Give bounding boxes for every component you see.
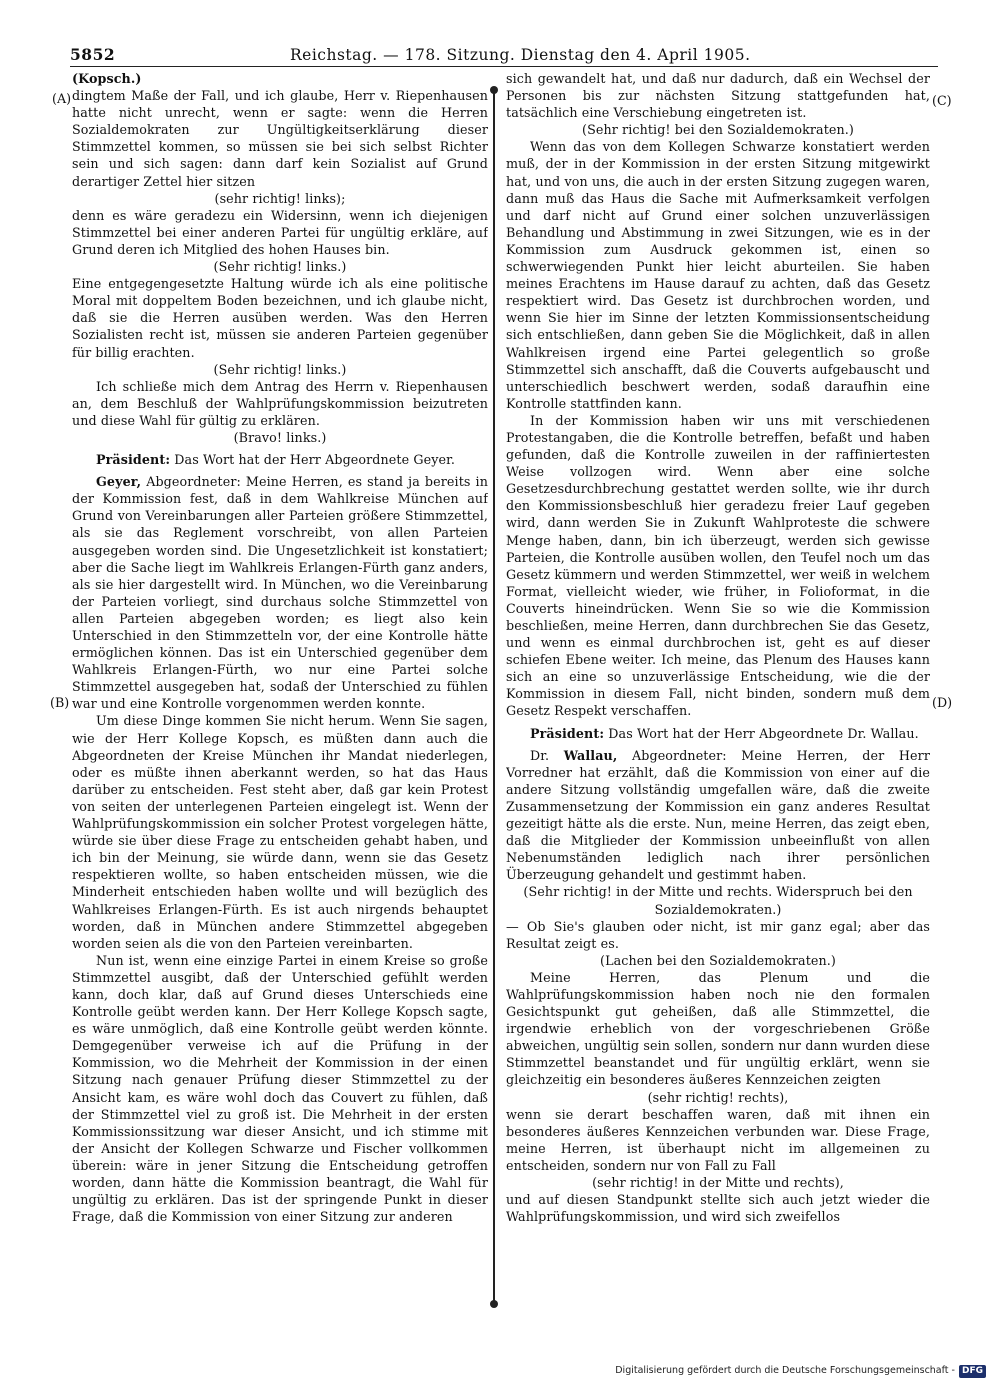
left-column xyxy=(72,70,488,1320)
paragraph: sich gewandelt hat, und daß nur dadurch, daß ein Wechsel der Personen bis zur nächsten Sitzung stattgefunden hat, tatsächlich eine Verschiebung eingetreten ist. xyxy=(506,71,930,121)
interjection: (Sehr richtig! in der Mitte und rechts. Widerspruch bei den Sozialdemokraten.) xyxy=(523,884,913,917)
paragraph: dingtem Maße der Fall, und ich glaube, Herr v. Riepenhausen hatte nicht unrecht, wenn er sagte: wenn die Herren Sozialdemokraten zur Ungültigkeitserklärung dieser Stimmzettel kommen, so müssen sie bei sich selbst Richter sein und sich sagen: dann darf kein Sozialist auf Grund derartiger Zettel hier sitzen xyxy=(72,88,488,189)
interjection: (Sehr richtig! links.) xyxy=(213,361,347,377)
president-statement xyxy=(72,451,488,468)
speech-intro xyxy=(506,747,930,884)
interjection: (Sehr richtig! links.) xyxy=(213,259,347,275)
speaker-name: Geyer, xyxy=(96,474,142,490)
right-column xyxy=(506,70,930,1320)
interjection: (sehr richtig! links); xyxy=(214,190,346,206)
paragraph: In der Kommission haben wir uns mit verschiedenen Protestangaben, die die Kontrolle betreffen, befaßt und haben gefunden, daß die Kontrolle zuweilen in der raffiniertesten Weise vollzogen wird. Wenn aber eine solche Gesetzesdurchbrechung gestattet werden sollte, wie ihr durch den Kommissionsbeschluß hier geradezu freier Lauf gegeben wird, dann werden Sie in Zukunft Wahlproteste die schwere Menge haben, dann, bin ich überzeugt, werden sich gewisse Parteien, die Kontrolle ausüben wollen, den Teufel noch um das Gesetz kümmern und werden Stimmzettel, wer weiß in welchem Format, vielleicht wieder, wie früher, in Folioformat, in die Couverts hineindrücken. Wenn Sie so wie die Kommission beschließen, meine Herren, dann durchbrechen Sie das Gesetz, und wenn es einmal durchbrochen ist, geht es auf dieser schiefen Ebene weiter. Ich meine, das Plenum des Hauses kann sich an eine so unzuverlässige Entscheidung, wie die der Kommission in diesem Fall, nicht binden, sondern muß dem Gesetz Respekt verschaffen. xyxy=(506,412,930,719)
paragraph: Ich schließe mich dem Antrag des Herrn v. Riepenhausen an, dem Beschluß der Wahlprüfungskommission beizutreten und diese Wahl für gültig zu erklären. xyxy=(72,378,488,428)
footer xyxy=(615,1364,986,1378)
speaker-tag: (Kopsch.) xyxy=(72,71,142,86)
president-text: Das Wort hat der Herr Abgeordnete Dr. Wallau. xyxy=(608,725,919,741)
column-divider xyxy=(493,90,495,1305)
speaker-title: Dr. xyxy=(530,747,550,763)
paragraph: Meine Herren, das Plenum und die Wahlprüfungskommission haben noch nie den formalen Gesichtspunkt gut geheißen, daß alle Stimmzettel, die irgendwie erheblich von der vorgeschriebenen Größe abweichen, ungültig sein sollen, sondern nur dann wurden diese Stimmzettel beanstandet und für ungültig erklärt, wenn sie gleichzeitig ein besonderes äußeres Kennzeichen zeigten xyxy=(506,969,930,1088)
dfg-logo-icon: DFG xyxy=(959,1365,986,1378)
speech-text: Abgeordneter: Meine Herren, der Herr Vorredner hat erzählt, daß die Kommission von einer auf die andere Sitzung vollständig umgefallen wäre, daß die zweite Zusammensetzung der Kommission ein ganz anderes Resultat gezeitigt hätte als die erste. Nun, meine Herren, das zeigt eben, daß die Mitglieder der Kommission unbeeinflußt von allen Nebenumständen lediglich nach ihrer persönlichen Überzeugung gehandelt und gestimmt haben. xyxy=(506,747,930,883)
interjection: (Lachen bei den Sozialdemokraten.) xyxy=(600,952,836,968)
paragraph: Eine entgegengesetzte Haltung würde ich als eine politische Moral mit doppeltem Boden bezeichnen, und ich glaube nicht, daß sie die Herren ausüben werden. Was den Herren Sozialisten recht ist, müssen sie anderen Parteien gegenüber für billig erachten. xyxy=(72,276,488,360)
page-number: 5852 xyxy=(70,45,116,64)
paragraph: wenn sie derart beschaffen waren, daß mit ihnen ein besonderes äußeres Kennzeichen verbunden war. Diese Frage, meine Herren, ist überhaupt nicht im allgemeinen zu entscheiden, sondern nur von Fall zu Fall xyxy=(506,1106,930,1173)
paragraph: Nun ist, wenn eine einzige Partei in einem Kreise so große Stimmzettel ausgibt, daß der Unterschied gefühlt werden kann, doch klar, daß auf Grund dieses Unterschieds eine Kontrolle geübt werden kann. Der Herr Kollege Kopsch sagte, es wäre unmöglich, daß eine Kontrolle geübt werden könnte. Demgegenüber verweise ich auf die Prüfung in der Kommission, wo die Mehrheit der Kommission in der einen Sitzung nach genauer Prüfung dieser Stimmzettel zu der Ansicht kam, es wäre wohl doch das Couvert zu fühlen, daß der Stimmzettel viel zu groß ist. Die Mehrheit in der ersten Kommissionssitzung war dieser Ansicht, und ich stimme mit der Ansicht der Kollegen Schwarze und Fischer vollkommen überein: wäre in jener Sitzung die Entscheidung getroffen worden, dann hätte die Kommission beantragt, die Wahl für ungültig zu erklären. Das ist der springende Punkt in dieser Frage, daß die Kommission von einer Sitzung zur anderen xyxy=(72,952,488,1225)
margin-marker-c: (C) xyxy=(932,93,952,108)
president-text: Das Wort hat der Herr Abgeordnete Geyer. xyxy=(174,452,455,468)
interjection: (Bravo! links.) xyxy=(233,429,327,445)
interjection: (Sehr richtig! bei den Sozialdemokraten.) xyxy=(582,122,854,138)
paragraph: und auf diesen Standpunkt stellte sich auch jetzt wieder die Wahlprüfungskommission, und wird sich zweifellos xyxy=(506,1192,930,1225)
page-header xyxy=(70,44,938,67)
paragraph: denn es wäre geradezu ein Widersinn, wenn ich diejenigen Stimmzettel bei einer anderen Partei für ungültig erkläre, auf Grund deren ich Mitglied des hohen Hauses bin. xyxy=(72,207,488,257)
margin-marker-b: (B) xyxy=(50,695,70,710)
speaker-name: Wallau, xyxy=(563,747,618,763)
margin-marker-a: (A) xyxy=(52,91,72,106)
column-divider-bottom xyxy=(490,1300,498,1308)
margin-marker-d: (D) xyxy=(932,695,953,710)
speech-intro xyxy=(72,473,488,712)
speech-text: Abgeordneter: Meine Herren, es stand ja bereits in der Kommission fest, daß in dem Wahlkreise München auf Grund von Vereinbarungen aller Parteien größere Stimmzettel, als sie das Reglement vorschreibt, von allen Parteien ausgegeben worden sind. Die Ungesetzlichkeit ist konstatiert; aber die Sache liegt im Wahlkreis Erlangen-Fürth ganz anders, als sie hier dargestellt wird. In München, wo die Vereinbarung der Parteien vorliegt, sind durchaus solche Stimmzettel von allen Parteien abgegeben worden; es liegt also kein Unterschied in den Stimmzetteln vor, der eine Kontrolle hätte ermöglichen können. Das ist ein Unterschied gegenüber dem Wahlkreis Erlangen-Fürth, wo nur eine Partei solche Stimmzettel ausgegeben hat, sodaß der Unterschied zu fühlen war und eine Kontrolle vorgenommen werden konnte. xyxy=(72,474,488,712)
paragraph: Wenn das von dem Kollegen Schwarze konstatiert werden muß, der in der Kommission in der ersten Sitzung mitgewirkt hat, und von uns, die auch in der ersten Sitzung zugegen waren, dann muß das Haus die Sache mit Aufmerksamkeit verfolgen und darf nicht auf Grund einer solchen unzuverlässigen Behandlung und Abstimmung in zwei Sitzungen, wie es in der Kommission zum Ausdruck gekommen ist, einen so schwerwiegenden Punkt hier leicht aburteilen. Sie haben meines Erachtens im Hause darauf zu achten, daß das Gesetz respektiert wird. Das Gesetz ist durchbrochen worden, und wenn Sie hier im Sinne der letzten Kommissionsentscheidung sich entschließen, dann geben Sie die Möglichkeit, daß in allen Wahlkreisen irgend eine Partei gelegentlich so große Stimmzettel sich anschafft, daß die Couverts aufgebauscht und unterschiedlich beschwert werden, sodaß daraufhin eine Kontrolle stattfinden kann. xyxy=(506,139,930,411)
page-title: Reichstag. — 178. Sitzung. Dienstag den 4. April 1905. xyxy=(290,46,751,64)
president-label: Präsident: xyxy=(530,725,605,741)
president-label: Präsident: xyxy=(96,452,171,468)
paragraph: — Ob Sie's glauben oder nicht, ist mir ganz egal; aber das Resultat zeigt es. xyxy=(506,918,930,951)
footer-text: Digitalisierung gefördert durch die Deutsche Forschungsgemeinschaft - xyxy=(615,1365,955,1376)
interjection: (sehr richtig! rechts), xyxy=(647,1089,789,1105)
president-statement xyxy=(506,725,930,742)
paragraph: Um diese Dinge kommen Sie nicht herum. Wenn Sie sagen, wie der Herr Kollege Kopsch, es müßten dann auch die Abgeordneten der Kreise München ihr Mandat niederlegen, oder es müßte ihnen aberkannt werden, so hat das Haus darüber zu entscheiden. Fest steht aber, daß gar kein Protest von seiten der unterlegenen Parteien eingelegt ist. Wenn der Wahlprüfungskommission ein solcher Protest vorgelegen hätte, würde sie über diese Frage zu entscheiden gehabt haben, und ich bin der Meinung, sie würde dann, wenn sie das Gesetz respektieren wollte, so haben entscheiden müssen, wie die Minderheit entschieden haben wollte und will bezüglich des Wahlkreises Erlangen-Fürth. Es ist auch nirgends behauptet worden, daß in München andere Stimmzettel abgegeben worden seien als die von den Parteien vereinbarten. xyxy=(72,713,488,951)
interjection: (sehr richtig! in der Mitte und rechts), xyxy=(592,1175,844,1190)
